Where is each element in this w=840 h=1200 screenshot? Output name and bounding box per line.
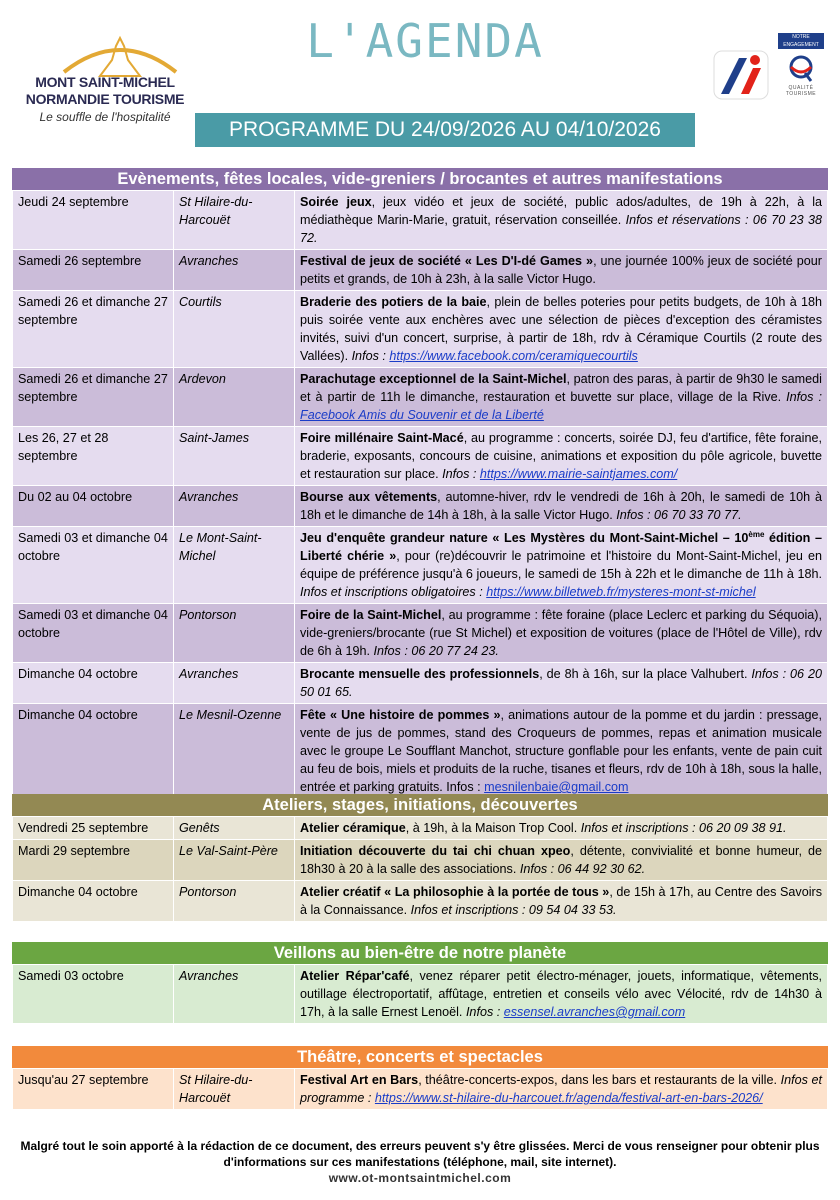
event-name: Brocante mensuelle des professionnels <box>300 667 540 681</box>
event-date: Les 26, 27 et 28 septembre <box>13 427 174 486</box>
event-text: , jeux vidéo et jeux de société, public ados/adultes, de 19h à 22h, à la médiathèque Marin-Marie, gratuit, réservation conseillée. <box>300 195 823 227</box>
tourism-label-icon <box>713 50 769 100</box>
table-row <box>13 817 828 840</box>
event-link[interactable]: Facebook Amis du Souvenir et de la Liberté <box>300 408 544 422</box>
event-place: Avranches <box>174 250 295 291</box>
section-theatre <box>12 1046 828 1110</box>
event-date: Du 02 au 04 octobre <box>13 486 174 527</box>
event-date: Dimanche 04 octobre <box>13 704 174 799</box>
table-row <box>13 965 828 1024</box>
event-name: Festival de jeux de société « Les D'I-dé Games » <box>300 254 594 268</box>
event-info: Infos : 06 20 77 24 23. <box>373 644 499 658</box>
event-description <box>295 527 828 604</box>
event-date: Samedi 26 septembre <box>13 250 174 291</box>
table-row <box>13 250 828 291</box>
table-row <box>13 191 828 250</box>
event-date: Dimanche 04 octobre <box>13 881 174 922</box>
event-info: Infos : <box>786 390 822 404</box>
section-title: Evènements, fêtes locales, vide-greniers / brocantes et autres manifestations <box>12 168 828 190</box>
section-workshops <box>12 794 828 922</box>
event-text: , théâtre-concerts-expos, dans les bars et restaurants de la ville. <box>418 1073 781 1087</box>
event-text: , plein de belles poteries pour petits budgets, de 10h à 18h puis soirée vente aux enchères avec une sélection de pièces d'exception des céramistes invités, suivi d'un concert, surprise, à partir de 18h, rdv à Céramique Courtils (2 route des Vallées). <box>300 295 822 363</box>
event-text: , de 15h à 17h, au Centre des Savoirs à la Connaissance. <box>300 885 822 917</box>
section-planet <box>12 942 828 1024</box>
event-description <box>295 881 828 922</box>
event-info: Infos et programme : <box>300 1073 823 1105</box>
table-row <box>13 1069 828 1110</box>
event-text: , pour (re)découvrir le patrimoine et l'histoire du Mont-Saint-Michel, jeu en équipe de préférence jusqu'à 6 joueurs, le samedi de 15h à 22h et le dimanche de 11h à 18h. <box>300 549 822 581</box>
event-place: Courtils <box>174 291 295 368</box>
event-place: Pontorson <box>174 881 295 922</box>
event-date: Jusqu'au 27 septembre <box>13 1069 174 1110</box>
logo-tagline: Le souffle de l'hospitalité <box>39 110 171 124</box>
event-place: Genêts <box>174 817 295 840</box>
quality-q-icon <box>787 53 815 83</box>
section-title: Veillons au bien-être de notre planète <box>12 942 828 964</box>
event-description <box>295 250 828 291</box>
footer <box>20 1138 820 1186</box>
events-table <box>12 190 828 799</box>
event-place: St Hilaire-du-Harcouët <box>174 1069 295 1110</box>
event-text: , patron des paras, à partir de 9h30 le samedi et à partir de 11h le dimanche, restauration et buvette sur place, village de la Rive. <box>300 372 822 404</box>
table-row <box>13 604 828 663</box>
event-name: Atelier céramique <box>300 821 406 835</box>
event-place: Avranches <box>174 965 295 1024</box>
event-text: , animations autour de la pomme et du jardin : pressage, vente de jus de pommes, stand des Croqueurs de pommes, repas et animation musicale avec le groupe Le Soufflant Manchot, structure gonflable pour les enfants, vente de pain cuit au feu de bois, miels et produits de la ruche, tisanes et fleurs, rdv de 10h à 18h, sous la halle, entrée et parking gratuits. Infos : <box>300 708 822 794</box>
event-place: Ardevon <box>174 368 295 427</box>
table-row <box>13 291 828 368</box>
event-name: Bourse aux vêtements <box>300 490 438 504</box>
event-date: Mardi 29 septembre <box>13 840 174 881</box>
quality-label: QUALITÉ TOURISME <box>785 85 817 97</box>
event-email-link[interactable]: mesnilenbaie@gmail.com <box>484 780 629 794</box>
event-description <box>295 291 828 368</box>
qualite-tourisme-logo <box>778 33 824 103</box>
event-description <box>295 663 828 704</box>
event-description <box>295 604 828 663</box>
disclaimer-text: Malgré tout le soin apporté à la rédaction de ce document, des erreurs peuvent s'y être glissées. Merci de vous renseigner pour obtenir plus d'informations sur ces manifestations (téléphone, mail, site internet). <box>20 1139 820 1169</box>
event-name: Atelier créatif « La philosophie à la portée de tous » <box>300 885 610 899</box>
event-date: Jeudi 24 septembre <box>13 191 174 250</box>
event-link[interactable]: https://www.billetweb.fr/mysteres-mont-st-michel <box>486 585 756 599</box>
event-place: Le Val-Saint-Père <box>174 840 295 881</box>
event-description <box>295 191 828 250</box>
table-row <box>13 486 828 527</box>
event-link[interactable]: https://www.facebook.com/ceramiquecourtils <box>389 349 638 363</box>
table-row <box>13 704 828 799</box>
event-date: Dimanche 04 octobre <box>13 663 174 704</box>
event-place: Saint-James <box>174 427 295 486</box>
event-name: Atelier Répar'café <box>300 969 410 983</box>
event-name: Parachutage exceptionnel de la Saint-Michel <box>300 372 567 386</box>
event-date: Samedi 03 et dimanche 04 octobre <box>13 527 174 604</box>
event-date: Samedi 26 et dimanche 27 septembre <box>13 291 174 368</box>
table-row <box>13 840 828 881</box>
event-text: , au programme : fête foraine (place Leclerc et parking du Séquoia), vide-greniers/brocante (rue St Michel) et exposition de voitures (place de l'Hôtel de Ville), rdv de 6h à 19h. <box>300 608 822 658</box>
event-info: Infos et inscriptions obligatoires : <box>300 585 487 599</box>
event-text: , automne-hiver, rdv le vendredi de 16h à 20h, le samedi de 10h à 18h et le dimanche de 14h à 18h, à la salle Victor Hugo. <box>300 490 822 522</box>
event-info: Infos : 06 44 92 30 62. <box>519 862 646 876</box>
mont-silhouette-icon <box>60 32 180 80</box>
event-info: Infos : 06 20 50 01 65. <box>300 667 822 699</box>
event-text: , à 19h, à la Maison Trop Cool. <box>405 821 581 835</box>
event-link[interactable]: https://www.mairie-saintjames.com/ <box>479 467 678 481</box>
event-info: Infos : <box>442 467 480 481</box>
event-place: Avranches <box>174 486 295 527</box>
event-description <box>295 817 828 840</box>
event-description <box>295 704 828 799</box>
event-name: Braderie des potiers de la baie <box>300 295 487 309</box>
section-events <box>12 168 828 799</box>
section-title: Théâtre, concerts et spectacles <box>12 1046 828 1068</box>
page-title: L'AGENDA <box>306 14 544 68</box>
event-place: Avranches <box>174 663 295 704</box>
logo-line-1: MONT SAINT-MICHEL <box>35 74 175 90</box>
logo-line-2: NORMANDIE TOURISME <box>25 91 185 107</box>
event-text: , de 8h à 16h, sur la place Valhubert. <box>539 667 752 681</box>
website-link[interactable]: www.ot-montsaintmichel.com <box>328 1171 512 1185</box>
event-info: Infos et réservations : 06 70 23 38 72. <box>300 213 822 245</box>
quality-engagement-badge: NOTRE ENGAGEMENT <box>778 33 824 49</box>
event-date: Samedi 26 et dimanche 27 septembre <box>13 368 174 427</box>
planet-table <box>12 964 828 1024</box>
event-name: Fête « Une histoire de pommes » <box>300 708 501 722</box>
event-name: Soirée jeux <box>300 195 372 209</box>
event-text: , détente, convivialité et bonne humeur, de 18h30 à 20 à la salle des associations. <box>300 844 822 876</box>
event-email-link[interactable]: essensel.avranches@gmail.com <box>503 1005 686 1019</box>
event-text: , une journée 100% jeux de société pour petits et grands, de 10h à 23h, à la salle Victor Hugo. <box>300 254 822 286</box>
event-place: Le Mont-Saint-Michel <box>174 527 295 604</box>
event-info: Infos : <box>465 1005 504 1019</box>
event-place: Le Mesnil-Ozenne <box>174 704 295 799</box>
programme-banner: PROGRAMME DU 24/09/2026 AU 04/10/2026 <box>195 113 695 147</box>
event-date: Samedi 03 et dimanche 04 octobre <box>13 604 174 663</box>
event-text: , au programme : concerts, soirée DJ, feu d'artifice, fête foraine, braderie, exposants, concours de cuisine, animations et exposition du pôle agricole, buvette et restauration sur place. <box>300 431 822 481</box>
event-description <box>295 368 828 427</box>
event-link[interactable]: https://www.st-hilaire-du-harcouet.fr/agenda/festival-art-en-bars-2026/ <box>374 1091 763 1105</box>
event-name: Foire millénaire Saint-Macé <box>300 431 464 445</box>
table-row <box>13 881 828 922</box>
event-description <box>295 1069 828 1110</box>
event-info: Infos et inscriptions : 09 54 04 33 53. <box>410 903 617 917</box>
event-date: Vendredi 25 septembre <box>13 817 174 840</box>
event-place: Pontorson <box>174 604 295 663</box>
page-header <box>0 0 840 160</box>
event-text: , venez réparer petit électro-ménager, jouets, informatique, vêtements, outillage électroportatif, affûtage, entretien et conseils vélo avec Vélocité, rdv de 14h30 à 17h, à la salle Ernest Lenoël. <box>300 969 823 1019</box>
event-name: Festival Art en Bars <box>300 1073 419 1087</box>
event-info: Infos et inscriptions : 06 20 09 38 91. <box>580 821 787 835</box>
event-description <box>295 427 828 486</box>
table-row <box>13 527 828 604</box>
event-name: Jeu d'enquête grandeur nature « Les Mystères du Mont-Saint-Michel – 10 <box>300 531 749 545</box>
mont-saint-michel-logo <box>20 26 190 136</box>
section-title: Ateliers, stages, initiations, découvertes <box>12 794 828 816</box>
theatre-table <box>12 1068 828 1110</box>
event-info: Infos : 06 70 33 70 77. <box>616 508 742 522</box>
event-name: Initiation découverte du tai chi chuan xpeo <box>300 844 571 858</box>
event-name-superscript: ème <box>748 529 765 539</box>
event-info: Infos : <box>351 349 390 363</box>
table-row <box>13 663 828 704</box>
event-name-end: édition – Liberté chérie » <box>300 531 822 563</box>
table-row <box>13 368 828 427</box>
workshops-table <box>12 816 828 922</box>
event-description <box>295 840 828 881</box>
event-description <box>295 965 828 1024</box>
event-date: Samedi 03 octobre <box>13 965 174 1024</box>
event-place: St Hilaire-du-Harcouët <box>174 191 295 250</box>
event-name: Foire de la Saint-Michel <box>300 608 442 622</box>
table-row <box>13 427 828 486</box>
event-description <box>295 486 828 527</box>
